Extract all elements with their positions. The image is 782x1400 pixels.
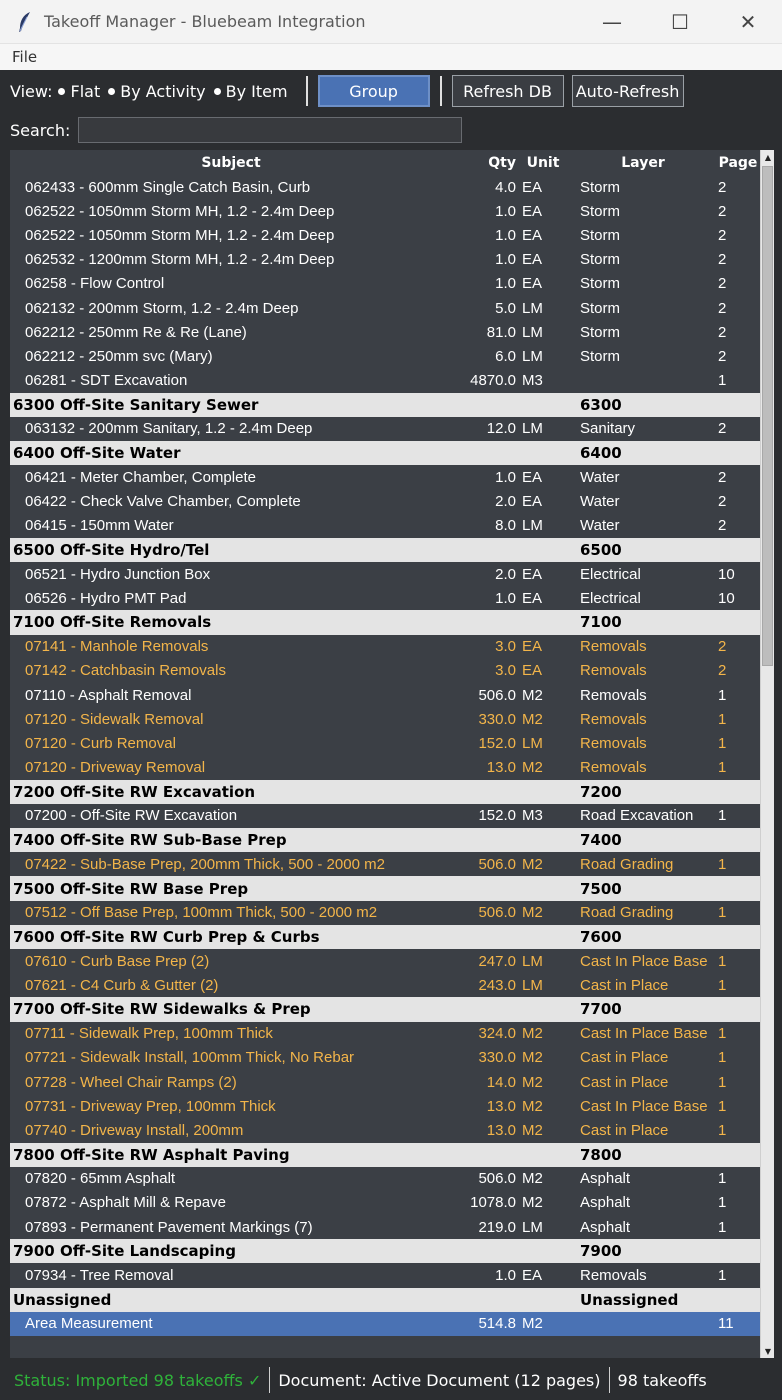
table-row[interactable] [10,683,760,707]
cell-qty: 5.0 [495,299,516,317]
cell-layer: Storm [580,275,621,293]
cell-page: 1 [718,1218,727,1236]
cell-subject: 07142 - Catchbasin Removals [25,662,226,680]
cell-subject: 7700 Off-Site RW Sidewalks & Prep [13,1000,311,1019]
table-row[interactable] [10,248,760,272]
table-row[interactable] [10,223,760,247]
cell-subject: 07141 - Manhole Removals [25,638,209,656]
cell-layer: Cast In Place Base [580,952,708,970]
table-row[interactable] [10,1094,760,1118]
cell-page: 1 [718,759,727,777]
cell-page: 1 [718,1267,727,1285]
group-header-row[interactable] [10,876,760,900]
cell-qty: 152.0 [478,807,516,825]
cell-qty: 330.0 [478,710,516,728]
cell-page: 1 [718,1121,727,1139]
cell-layer: Removals [580,759,647,777]
table-row[interactable] [10,296,760,320]
cell-subject: 07120 - Sidewalk Removal [25,710,204,728]
table-row[interactable] [10,852,760,876]
cell-page: 11 [718,1315,734,1333]
cell-subject: 06526 - Hydro PMT Pad [25,589,187,607]
cell-page: 1 [718,1025,727,1043]
cell-unit: EA [522,662,543,680]
table-row[interactable] [10,1167,760,1191]
cell-subject: 07621 - C4 Curb & Gutter (2) [25,976,219,994]
cell-page: 10 [718,589,735,607]
cell-subject: 062532 - 1200mm Storm MH, 1.2 - 2.4m Deep [25,251,335,269]
search-input[interactable] [78,117,462,143]
cell-unit: M2 [522,686,543,704]
radio-by-item-label: By Item [225,81,288,101]
cell-subject: 6400 Off-Site Water [13,444,181,463]
cell-subject: 07728 - Wheel Chair Ramps (2) [25,1073,237,1091]
group-header-row[interactable] [10,393,760,417]
radio-dot-icon [214,88,221,95]
scroll-down-icon[interactable]: ▼ [764,1346,772,1356]
cell-qty: 506.0 [478,1170,516,1188]
cell-page: 1 [718,807,727,825]
cell-qty: 6.0 [495,347,516,365]
cell-unit: EA [522,251,543,269]
cell-page: 1 [718,1097,727,1115]
window-title: Takeoff Manager - Bluebeam Integration [44,12,366,31]
cell-qty: 4.0 [495,178,516,196]
toolbar [0,70,782,112]
cell-page: 1 [718,952,727,970]
takeoff-table [10,150,774,1358]
cell-layer: 7900 [580,1242,622,1261]
group-header-row[interactable] [10,780,760,804]
cell-page: 2 [718,299,727,317]
header-layer[interactable]: Layer [621,154,665,171]
cell-qty: 8.0 [495,517,516,535]
cell-subject: 07711 - Sidewalk Prep, 100mm Thick [25,1025,273,1043]
cell-page: 2 [718,275,727,293]
cell-page: 1 [718,1073,727,1091]
cell-page: 2 [718,202,727,220]
cell-qty: 3.0 [495,638,516,656]
cell-layer: Electrical [580,565,641,583]
cell-qty: 13.0 [486,1121,516,1139]
cell-page: 2 [718,468,727,486]
cell-layer: Road Grading [580,904,674,922]
cell-layer: 7500 [580,879,622,898]
table-row[interactable] [10,1215,760,1239]
cell-subject: 06422 - Check Valve Chamber, Complete [25,493,301,511]
table-row[interactable] [10,199,760,223]
cell-unit: LM [522,323,543,341]
cell-qty: 2.0 [495,565,516,583]
cell-unit: M2 [522,855,543,873]
cell-layer: Cast in Place [580,1073,669,1091]
cell-subject: Unassigned [13,1290,112,1309]
cell-qty: 14.0 [486,1073,516,1091]
cell-page: 2 [718,347,727,365]
cell-layer: Removals [580,686,647,704]
cell-qty: 506.0 [478,686,516,704]
cell-layer: Storm [580,226,621,244]
toolbar-divider [306,76,308,106]
auto-refresh-button[interactable]: Auto-Refresh [572,75,684,107]
menu-bar [0,44,782,70]
cell-subject: 07120 - Curb Removal [25,734,176,752]
table-row[interactable] [10,731,760,755]
cell-unit: EA [522,226,543,244]
cell-subject: 07422 - Sub-Base Prep, 200mm Thick, 500 - 2000 m2 [25,855,385,873]
table-row[interactable] [10,901,760,925]
scrollbar-thumb[interactable] [762,166,773,666]
cell-layer: Asphalt [580,1218,631,1236]
cell-layer: Cast in Place [580,1121,669,1139]
cell-layer: Unassigned [580,1290,679,1309]
cell-layer: Electrical [580,589,641,607]
cell-subject: 062212 - 250mm Re & Re (Lane) [25,323,247,341]
cell-subject: 07731 - Driveway Prep, 100mm Thick [25,1097,276,1115]
group-header-row[interactable] [10,538,760,562]
group-header-row[interactable] [10,1288,760,1312]
group-header-row[interactable] [10,925,760,949]
cell-layer: Road Grading [580,855,674,873]
cell-layer: Storm [580,251,621,269]
cell-page: 1 [718,734,727,752]
table-row[interactable] [10,1191,760,1215]
cell-subject: 07820 - 65mm Asphalt [25,1170,176,1188]
table-row[interactable] [10,514,760,538]
cell-page: 10 [718,565,735,583]
cell-qty: 1.0 [495,226,516,244]
cell-unit: LM [522,1218,543,1236]
menu-file[interactable]: File [12,48,38,66]
table-row[interactable] [10,973,760,997]
cell-layer: Removals [580,710,647,728]
cell-subject: 07721 - Sidewalk Install, 100mm Thick, No Rebar [25,1049,355,1067]
cell-unit: EA [522,565,543,583]
cell-page: 2 [718,517,727,535]
group-header-row[interactable] [10,1239,760,1263]
cell-unit: M2 [522,1049,543,1067]
cell-unit: M2 [522,1121,543,1139]
cell-subject: 07120 - Driveway Removal [25,759,206,777]
cell-page: 2 [718,493,727,511]
radio-by-activity-label: By Activity [120,81,206,101]
cell-layer: 6300 [580,395,622,414]
table-row[interactable] [10,417,760,441]
cell-subject: 07740 - Driveway Install, 200mm [25,1121,244,1139]
status-divider [269,1367,270,1393]
status-divider [609,1367,610,1393]
cell-layer: Cast in Place [580,1049,669,1067]
table-row[interactable] [10,1312,760,1336]
cell-page: 1 [718,686,727,704]
cell-layer: Removals [580,638,647,656]
cell-layer: Asphalt [580,1194,631,1212]
cell-unit: M2 [522,1194,543,1212]
close-button[interactable]: ✕ [739,9,757,34]
group-button[interactable]: Group [318,75,430,107]
radio-flat[interactable] [58,82,100,101]
cell-unit: EA [522,178,543,196]
cell-subject: Area Measurement [25,1315,153,1333]
cell-unit: EA [522,638,543,656]
feather-icon [14,11,36,33]
cell-layer: Sanitary [580,420,636,438]
cell-layer: 6500 [580,540,622,559]
cell-page: 1 [718,1049,727,1067]
cell-page: 2 [718,420,727,438]
cell-layer: Asphalt [580,1170,631,1188]
cell-subject: 7600 Off-Site RW Curb Prep & Curbs [13,927,320,946]
cell-qty: 152.0 [478,734,516,752]
cell-qty: 243.0 [478,976,516,994]
cell-qty: 13.0 [486,759,516,777]
cell-subject: 062212 - 250mm svc (Mary) [25,347,213,365]
cell-qty: 12.0 [486,420,516,438]
cell-qty: 506.0 [478,904,516,922]
cell-unit: M2 [522,1170,543,1188]
table-row[interactable] [10,756,760,780]
cell-subject: 06421 - Meter Chamber, Complete [25,468,256,486]
minimize-button[interactable]: — [602,9,622,34]
radio-by-item[interactable] [214,82,288,101]
cell-qty: 1.0 [495,251,516,269]
cell-subject: 06521 - Hydro Junction Box [25,565,211,583]
cell-layer: Cast In Place Base [580,1097,708,1115]
cell-qty: 514.8 [478,1315,516,1333]
table-row[interactable] [10,369,760,393]
group-header-row[interactable] [10,441,760,465]
cell-page: 2 [718,251,727,269]
cell-unit: M2 [522,710,543,728]
cell-subject: 06281 - SDT Excavation [25,372,188,390]
view-label: View: [10,81,53,101]
radio-by-activity[interactable] [108,82,205,101]
cell-qty: 1.0 [495,468,516,486]
status-document: Document: Active Document (12 pages) [278,1370,601,1390]
cell-unit: M2 [522,904,543,922]
cell-unit: EA [522,468,543,486]
cell-page: 1 [718,372,727,390]
status-message: Status: Imported 98 takeoffs ✓ [14,1370,262,1390]
cell-page: 2 [718,323,727,341]
cell-qty: 1.0 [495,275,516,293]
cell-layer: Storm [580,178,621,196]
cell-subject: 06415 - 150mm Water [25,517,174,535]
cell-unit: LM [522,299,543,317]
cell-unit: EA [522,202,543,220]
table-row[interactable] [10,1263,760,1287]
cell-unit: LM [522,976,543,994]
cell-layer: Road Excavation [580,807,694,825]
cell-unit: M2 [522,1097,543,1115]
cell-unit: EA [522,589,543,607]
cell-unit: LM [522,347,543,365]
cell-layer: Removals [580,1267,647,1285]
cell-page: 2 [718,226,727,244]
cell-page: 1 [718,855,727,873]
cell-page: 2 [718,662,727,680]
maximize-button[interactable]: ☐ [671,9,689,34]
cell-layer: 7100 [580,613,622,632]
cell-layer: Removals [580,734,647,752]
cell-subject: 7900 Off-Site Landscaping [13,1242,236,1261]
cell-qty: 506.0 [478,855,516,873]
cell-page: 1 [718,976,727,994]
status-bar [0,1360,782,1400]
header-qty[interactable]: Qty [488,154,516,171]
cell-unit: EA [522,275,543,293]
table-row[interactable] [10,586,760,610]
cell-subject: 062522 - 1050mm Storm MH, 1.2 - 2.4m Deep [25,226,335,244]
cell-layer: Storm [580,323,621,341]
cell-layer: 7200 [580,782,622,801]
cell-layer: Cast in Place [580,976,669,994]
cell-unit: M2 [522,759,543,777]
table-header [10,150,760,175]
cell-page: 1 [718,1194,727,1212]
cell-qty: 4870.0 [470,372,516,390]
cell-layer: 7400 [580,831,622,850]
cell-qty: 330.0 [478,1049,516,1067]
cell-layer: Removals [580,662,647,680]
table-row[interactable] [10,175,760,199]
cell-layer: Storm [580,202,621,220]
table-row[interactable] [10,1046,760,1070]
cell-subject: 07512 - Off Base Prep, 100mm Thick, 500 - 2000 m2 [25,904,378,922]
cell-qty: 219.0 [478,1218,516,1236]
cell-subject: 7100 Off-Site Removals [13,613,212,632]
cell-subject: 7500 Off-Site RW Base Prep [13,879,249,898]
cell-subject: 063132 - 200mm Sanitary, 1.2 - 2.4m Deep [25,420,313,438]
table-row[interactable] [10,465,760,489]
main-panel [0,70,782,1400]
cell-qty: 13.0 [486,1097,516,1115]
cell-layer: Storm [580,299,621,317]
cell-unit: M3 [522,372,543,390]
header-unit[interactable]: Unit [526,154,560,171]
table-row[interactable] [10,1022,760,1046]
table-row[interactable] [10,635,760,659]
cell-page: 2 [718,178,727,196]
cell-subject: 6500 Off-Site Hydro/Tel [13,540,210,559]
cell-unit: LM [522,734,543,752]
table-row[interactable] [10,707,760,731]
cell-qty: 2.0 [495,493,516,511]
search-row [0,112,782,148]
table-row[interactable] [10,804,760,828]
group-header-row[interactable] [10,1143,760,1167]
table-row[interactable] [10,562,760,586]
cell-subject: 7200 Off-Site RW Excavation [13,782,256,801]
cell-unit: M2 [522,1025,543,1043]
vertical-scrollbar[interactable] [760,150,774,1358]
cell-subject: 062522 - 1050mm Storm MH, 1.2 - 2.4m Deep [25,202,335,220]
cell-subject: 07893 - Permanent Pavement Markings (7) [25,1218,313,1236]
group-header-row[interactable] [10,610,760,634]
cell-page: 1 [718,1170,727,1188]
cell-subject: 07200 - Off-Site RW Excavation [25,807,238,825]
radio-flat-label: Flat [70,81,101,101]
cell-qty: 1.0 [495,589,516,607]
cell-unit: LM [522,952,543,970]
cell-subject: 07110 - Asphalt Removal [25,686,192,704]
radio-dot-icon [58,88,65,95]
refresh-db-button[interactable]: Refresh DB [452,75,564,107]
table-row[interactable] [10,272,760,296]
cell-layer: Water [580,517,620,535]
cell-layer: Storm [580,347,621,365]
cell-layer: 7700 [580,1000,622,1019]
cell-qty: 81.0 [486,323,516,341]
group-header-row[interactable] [10,997,760,1021]
cell-page: 1 [718,904,727,922]
group-header-row[interactable] [10,828,760,852]
cell-subject: 07934 - Tree Removal [25,1267,174,1285]
cell-unit: LM [522,420,543,438]
cell-layer: 7800 [580,1145,622,1164]
cell-unit: M2 [522,1315,543,1333]
cell-layer: Water [580,468,620,486]
cell-unit: EA [522,493,543,511]
cell-subject: 6300 Off-Site Sanitary Sewer [13,395,259,414]
title-bar [0,0,782,44]
table-row[interactable] [10,344,760,368]
cell-layer: Water [580,493,620,511]
cell-unit: LM [522,517,543,535]
table-row[interactable] [10,1070,760,1094]
table-row[interactable] [10,320,760,344]
cell-subject: 06258 - Flow Control [25,275,165,293]
radio-dot-icon [108,88,115,95]
table-row[interactable] [10,659,760,683]
cell-layer: 7600 [580,927,622,946]
header-subject[interactable]: Subject [201,154,261,171]
cell-layer: 6400 [580,444,622,463]
cell-unit: M2 [522,1073,543,1091]
cell-subject: 07872 - Asphalt Mill & Repave [25,1194,226,1212]
cell-unit: M3 [522,807,543,825]
cell-subject: 7400 Off-Site RW Sub-Base Prep [13,831,287,850]
cell-layer: Cast In Place Base [580,1025,708,1043]
table-row[interactable] [10,949,760,973]
cell-subject: 07610 - Curb Base Prep (2) [25,952,210,970]
cell-unit: EA [522,1267,543,1285]
cell-qty: 1.0 [495,1267,516,1285]
cell-subject: 062132 - 200mm Storm, 1.2 - 2.4m Deep [25,299,299,317]
cell-qty: 1.0 [495,202,516,220]
cell-qty: 1078.0 [470,1194,516,1212]
toolbar-divider [440,76,442,106]
cell-subject: 7800 Off-Site RW Asphalt Paving [13,1145,290,1164]
header-page[interactable]: Page [718,154,758,171]
cell-qty: 324.0 [478,1025,516,1043]
status-count: 98 takeoffs [617,1370,707,1390]
cell-qty: 247.0 [478,952,516,970]
search-label: Search: [10,120,71,140]
table-row[interactable] [10,1118,760,1142]
table-row[interactable] [10,489,760,513]
cell-page: 2 [718,638,727,656]
scroll-up-icon[interactable]: ▲ [764,152,772,162]
cell-page: 1 [718,710,727,728]
cell-subject: 062433 - 600mm Single Catch Basin, Curb [25,178,311,196]
cell-qty: 3.0 [495,662,516,680]
table-body [10,175,760,1336]
